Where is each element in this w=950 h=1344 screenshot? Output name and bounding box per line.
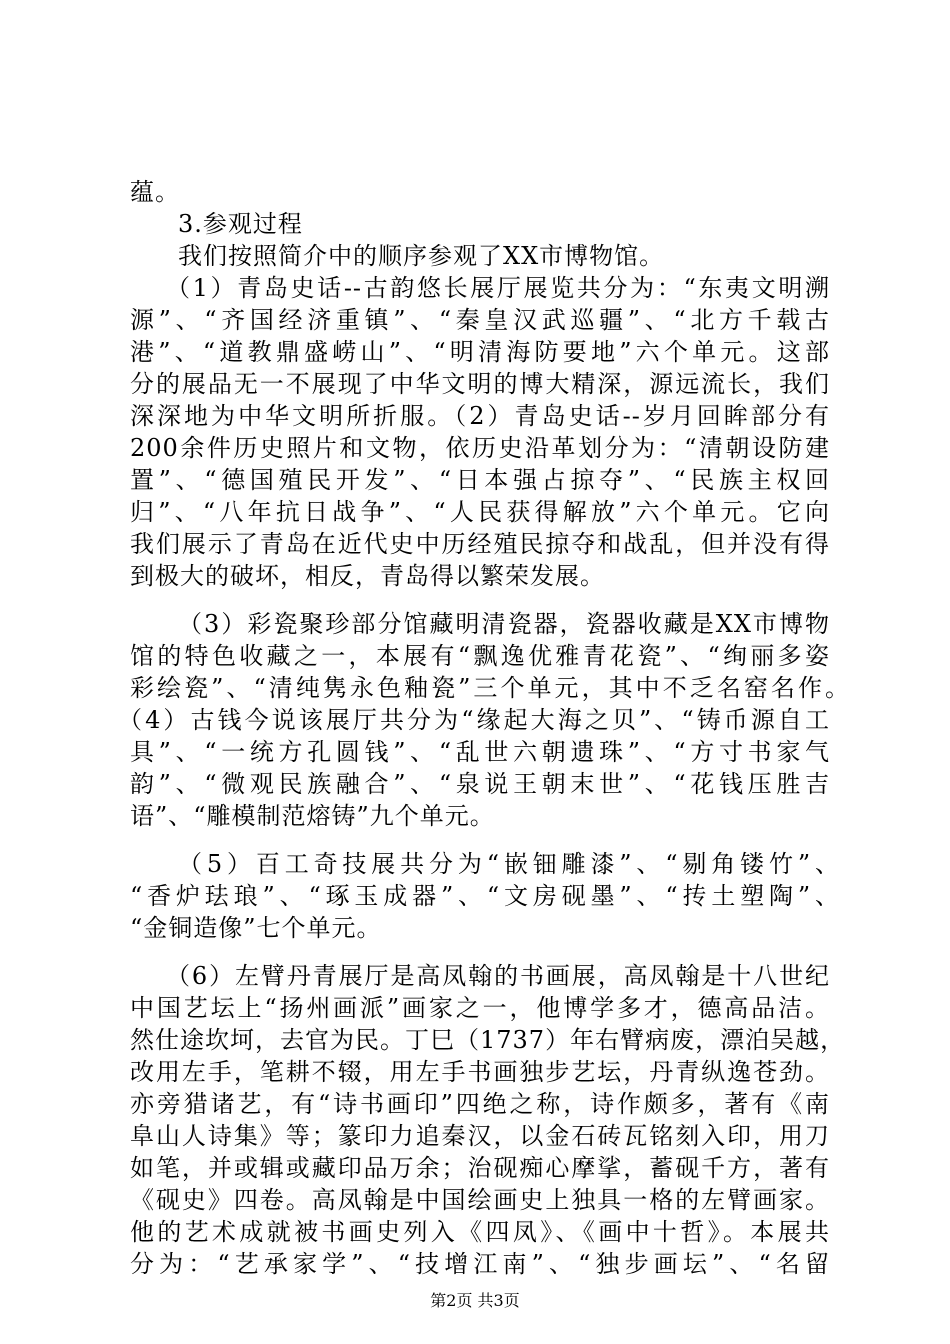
text-line-4: （1）青岛史话--古韵悠长展厅展览共分为：“东夷文明溯	[166, 274, 830, 302]
text-line-27: 改用左手，笔耕不辍，用左手书画独步艺坛，丹青纵逸苍劲。	[130, 1058, 830, 1086]
text-line-12: 我们展示了青岛在近代史中历经殖民掠夺和战乱，但并没有得	[130, 530, 830, 558]
text-line-25: 中国艺坛上“扬州画派”画家之一，他博学多才，德高品洁。	[130, 994, 830, 1022]
text-line-22: “香炉珐琅”、“琢玉成器”、“文房砚墨”、“抟土塑陶”、	[130, 882, 840, 910]
text-line-32: 他的艺术成就被书画史列入《四凤》、《画中十哲》。本展共	[130, 1218, 830, 1246]
text-line-28: 亦旁猎诸艺，有“诗书画印”四绝之称，诗作颇多，著有《南	[130, 1090, 830, 1118]
text-line-24: （6）左臂丹青展厅是高凤翰的书画展，高凤翰是十八世纪	[166, 962, 830, 990]
text-line-23: “金铜造像”七个单元。	[130, 914, 382, 942]
text-line-33: 分为：“艺承家学”、“技增江南”、“独步画坛”、“名留	[130, 1250, 830, 1278]
text-line-18: 具”、“一统方孔圆钱”、“乱世六朝遗珠”、“方寸书家气	[130, 738, 830, 766]
text-line-5: 源”、“齐国经济重镇”、“秦皇汉武巡疆”、“北方千载古	[130, 306, 830, 334]
text-line-7: 分的展品无一不展现了中华文明的博大精深，源远流长，我们	[130, 370, 830, 398]
text-line-11: 归”、“八年抗日战争”、“人民获得解放”六个单元。它向	[130, 498, 830, 526]
text-line-3: 我们按照简介中的顺序参观了XX市博物馆。	[178, 242, 665, 270]
text-line-16: 彩绘瓷”、“清纯隽永色釉瓷”三个单元，其中不乏名窑名作。	[130, 674, 850, 702]
text-line-31: 《砚史》四卷。高凤翰是中国绘画史上独具一格的左臂画家。	[130, 1186, 830, 1214]
text-line-1: 蕴。	[130, 178, 180, 206]
text-line-9: 200余件历史照片和文物，依历史沿革划分为：“清朝设防建	[130, 434, 830, 462]
text-line-19: 韵”、“微观民族融合”、“泉说王朝末世”、“花钱压胜吉	[130, 770, 830, 798]
text-line-20: 语”、“雕模制范熔铸”九个单元。	[130, 802, 495, 830]
text-line-21: （5）百工奇技展共分为“嵌钿雕漆”、“剔角镂竹”、	[178, 850, 840, 878]
text-line-13: 到极大的破坏，相反，青岛得以繁荣发展。	[130, 562, 605, 590]
page-footer: 第2页 共3页	[430, 1291, 520, 1310]
text-line-29: 阜山人诗集》等；篆印力追秦汉，以金石砖瓦铭刻入印，用刀	[130, 1122, 830, 1150]
section-heading: 3.参观过程	[178, 210, 303, 238]
text-line-26: 然仕途坎坷，去官为民。丁巳（1737）年右臂病废，漂泊吴越，	[130, 1026, 846, 1054]
text-line-6: 港”、“道教鼎盛崂山”、“明清海防要地”六个单元。这部	[130, 338, 830, 366]
text-line-17: （4）古钱今说该展厅共分为“缘起大海之贝”、“铸币源自工	[118, 706, 830, 734]
text-line-15: 馆的特色收藏之一，本展有“飘逸优雅青花瓷”、“绚丽多姿	[130, 642, 830, 670]
text-line-30: 如笔，并或辑或藏印品万余；治砚痴心摩挲，蓄砚千方，著有	[130, 1154, 830, 1182]
text-line-10: 置”、“德国殖民开发”、“日本强占掠夺”、“民族主权回	[130, 466, 830, 494]
text-line-14: （3）彩瓷聚珍部分馆藏明清瓷器，瓷器收藏是XX市博物	[178, 610, 830, 638]
text-line-8: 深深地为中华文明所折服。（2）青岛史话--岁月回眸部分有	[130, 402, 830, 430]
